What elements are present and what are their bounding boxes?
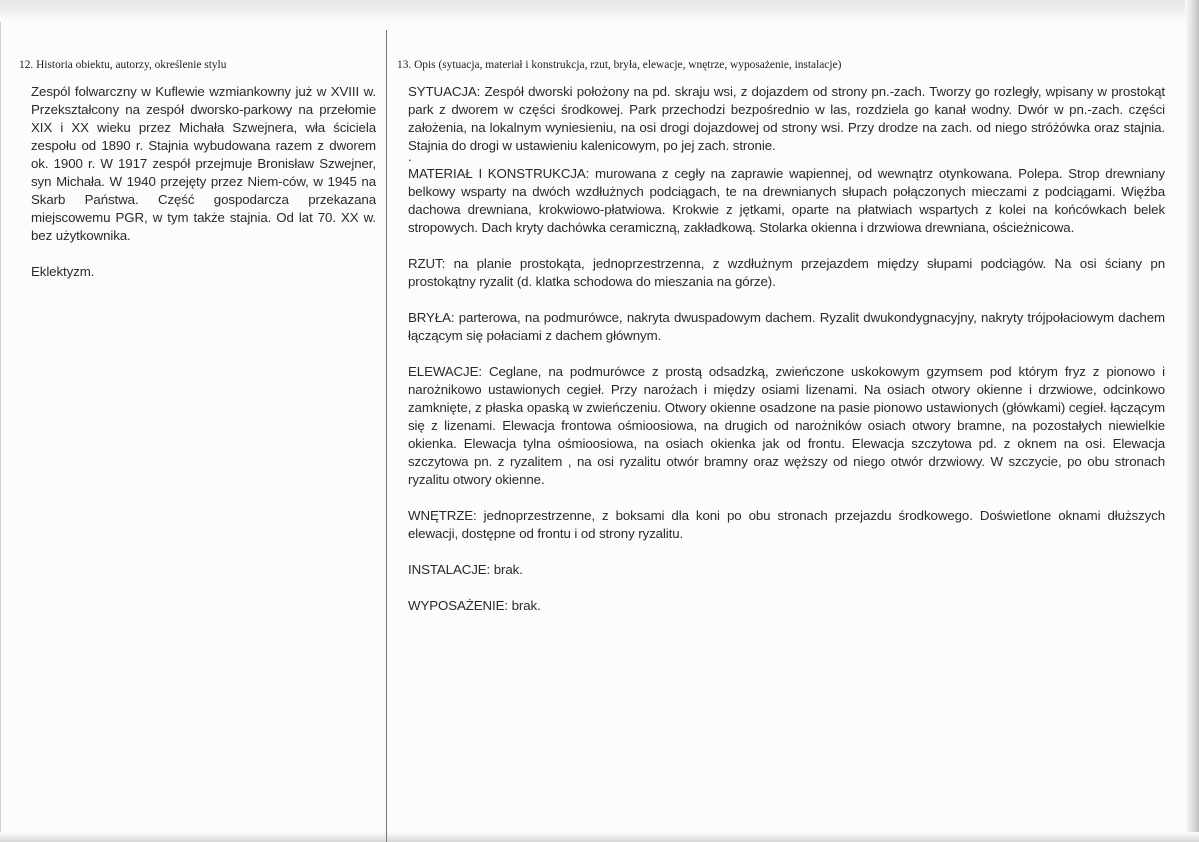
history-body bbox=[31, 83, 376, 281]
history-text: Zespól folwarczny w Kuflewie wzmiankowny już w XVIII w. Przekształcony na zespół dworsko-parkowy na przełomie XIX i XX wieku przez Michała Szwejnera, wła ściciela zespołu od 1890 r. Stajnia wybudowana razem z dworem ok. 1900 r. W 1917 zespół przejmuje Bronisław Szwejner, syn Michała. W 1940 przejęty przez Niem-ców, w 1945 na Skarb Państwa. Część gospodarcza przekazana miejscowemu PGR, w tym także stajnia. Od lat 70. XX w. bez użytkownika. bbox=[31, 84, 376, 243]
rzut-paragraph: RZUT: na planie prostokąta, jednoprzestrzenna, z wzdłużnym przejazdem między słupami podciągów. Na osi ściany pn prostokątny ryzalit (d. klatka schodowa do mieszania na górze). bbox=[408, 256, 1165, 289]
history-heading: 12. Historia obiektu, autorzy, określenie stylu bbox=[19, 59, 227, 71]
scan-top-shadow bbox=[0, 0, 1199, 22]
scan-right-edge bbox=[1185, 0, 1199, 842]
instalacje-paragraph: INSTALACJE: brak. bbox=[408, 562, 523, 577]
bryla-paragraph: BRYŁA: parterowa, na podmurówce, nakryta dwuspadowym dachem. Ryzalit dwukondygnacyjny, nakryty trójpołaciowym dachem łączącym się połaciami z dachem głównym. bbox=[408, 310, 1165, 343]
material-paragraph: MATERIAŁ I KONSTRUKCJA: murowana z cegły na zaprawie wapiennej, od wewnątrz otynkowana. Polepa. Strop drewniany belkowy wsparty na dwóch wzdłużnych podciągach, te na drewnianych słupach połączonych mieczami z podciągami. Więźba dachowa drewniana, krokwiowo-płatwiowa. Krokwie z jętkami, oparte na płatwiach wspartych z kolei na końcówkach belek stropowych. Dach kryty dachówka ceramiczną, zakładkową. Stolarka okienna i drzwiowa drewniana, ościeżnicowa. bbox=[408, 166, 1165, 235]
elewacje-paragraph: ELEWACJE: Ceglane, na podmurówce z prostą odsadzką, zwieńczone uskokowym gzymsem pod którym fryz z pionowo i narożnikowo ustawionych cegieł. Przy narożach i między osiami lizenami. Na osiach otwory okienne i drzwiowe, odcinkowo zamknięte, z płaska opaską w zwieńczeniu. Otwory okienne osadzone na pasie pionowo ustawionych (główkami) cegieł. łączącym się z lizenami. Elewacja frontowa ośmioosiowa, na drugich od narożników osiach otwory bramne, na pozostałych niewielkie okienka. Elewacja tylna ośmioosiowa, na osiach okienka jak od frontu. Elewacja szczytowa pd. z oknem na osi. Elewacja szczytowa pn. z ryzalitem , na osi ryzalitu otwór bramny oraz węższy od niego otwór drzwiowy. W szczycie, po obu stronach ryzalitu otwory okienne. bbox=[408, 364, 1165, 487]
column-divider bbox=[386, 30, 387, 842]
description-body bbox=[408, 83, 1165, 615]
description-heading: 13. Opis (sytuacja, materiał i konstrukcja, rzut, bryła, elewacje, wnętrze, wyposażenie, instalacje) bbox=[397, 59, 842, 71]
sytuacja-paragraph: SYTUACJA: Zespół dworski położony na pd. skraju wsi, z dojazdem od strony pn.-zach. Tworzy go rozległy, wpisany w prostokąt park z dworem w części środkowej. Park przechodzi bezpośrednio w las, rozdziela go kanał wodny. Dwór w pn.-zach. części założenia, na lokalnym wyniesieniu, na osi drogi dojazdowej od strony wsi. Przy drodze na zach. od niego stróżówka oraz stajnia. Stajnia do drogi w ustawieniu kalenicowym, po jej zach. stronie. bbox=[408, 84, 1165, 153]
wnetrze-paragraph: WNĘTRZE: jednoprzestrzenne, z boksami dla koni po obu stronach przejazdu środkowego. Doświetlone oknami dłuższych elewacji, dostępne od frontu i od strony ryzalitu. bbox=[408, 508, 1165, 541]
style-text: Eklektyzm. bbox=[31, 264, 95, 279]
wyposazenie-paragraph: WYPOSAŻENIE: brak. bbox=[408, 598, 541, 613]
stray-mark: . bbox=[408, 149, 412, 164]
history-section bbox=[19, 58, 377, 281]
scan-bottom-edge bbox=[0, 832, 1199, 842]
description-section bbox=[397, 58, 1167, 615]
